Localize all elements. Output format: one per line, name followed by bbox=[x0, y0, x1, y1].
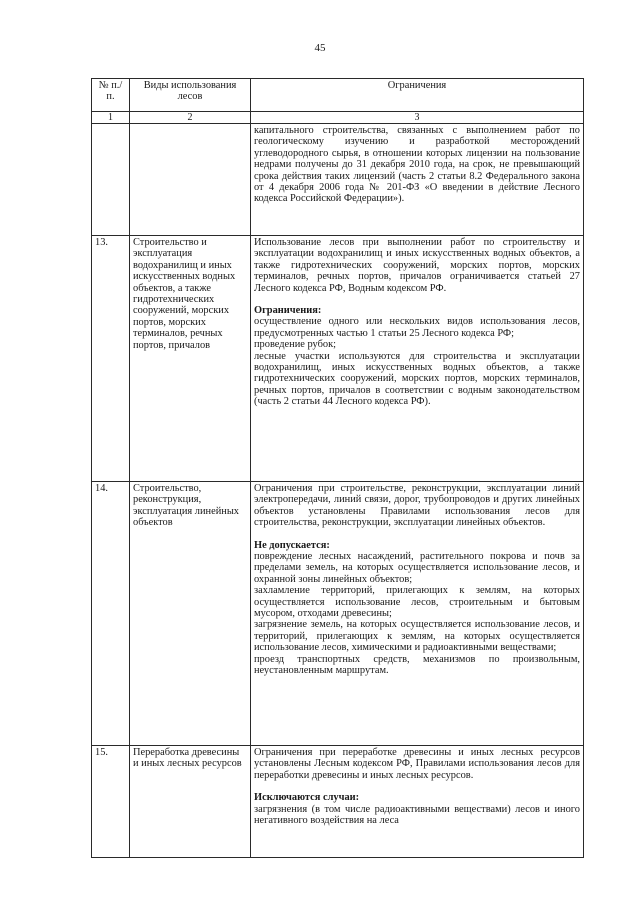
restriction-item: осуществление одного или нескольких видов использования лесов, предусмотренных частью 1 статьи 25 Лесного кодекса РФ; bbox=[254, 316, 580, 339]
table-row bbox=[92, 746, 584, 858]
restriction-subheading: Не допускается: bbox=[254, 539, 330, 551]
row-kind: Строительство, реконструкция, эксплуатация линейных объектов bbox=[130, 482, 251, 746]
row-restrictions bbox=[251, 124, 584, 236]
row-restrictions bbox=[251, 746, 584, 858]
table-row bbox=[92, 482, 584, 746]
restriction-paragraph: капитального строительства, связанных с выполнением работ по геологическому изучению и разработкой месторождений углеводородного сырья, в отношении которых лицензии на пользование недрами получены до 31 декабря 2010 года, на срок, не превышающий срока действия таких лицензий (часть 2 статьи 8.2 Федерального закона от 4 декабря 2006 года № 201-ФЗ «О введении в действие Лесного кодекса Российской Федерации»). bbox=[254, 125, 580, 205]
column-number-2: 2 bbox=[130, 112, 251, 124]
row-number: 13. bbox=[92, 236, 130, 482]
row-kind: Строительство и эксплуатация водохранилищ и иных искусственных водных объектов, а также гидротехнических сооружений, морских портов, морских терминалов, речных портов, причалов bbox=[130, 236, 251, 482]
column-number-3: 3 bbox=[251, 112, 584, 124]
row-kind: Переработка древесины и иных лесных ресурсов bbox=[130, 746, 251, 858]
restriction-item: проезд транспортных средств, механизмов по произвольным, неустановленным маршрутам. bbox=[254, 653, 580, 677]
row-restrictions bbox=[251, 236, 584, 482]
page-number: 45 bbox=[314, 42, 326, 54]
restriction-item: повреждение лесных насаждений, растительного покрова и почв за пределами земель, на которых осуществляется использование лесов, и охранной зоны линейных объектов; bbox=[254, 551, 580, 585]
restriction-subheading: Исключаются случаи: bbox=[254, 792, 360, 804]
column-number-1: 1 bbox=[92, 112, 130, 124]
header-number: № п./п. bbox=[92, 79, 130, 112]
restriction-intro: Ограничения при строительстве, реконструкции, эксплуатации линий электропередачи, линий связи, дорог, трубопроводов и других линейных объектов установлены Правилами использования лесов для строительства, реконструкции, эксплуатации линейных объектов. bbox=[254, 483, 580, 529]
header-kinds: Виды использования лесов bbox=[130, 79, 251, 112]
column-number-row bbox=[92, 112, 584, 124]
restrictions-table bbox=[91, 78, 584, 858]
row-number: 15. bbox=[92, 746, 130, 858]
row-number: 14. bbox=[92, 482, 130, 746]
restriction-item: лесные участки используются для строительства и эксплуатации водохранилищ, иных искусственных водных объектов, а также гидротехнических сооружений, морских портов, морских терминалов, речных портов, причалов в соответствии с водным законодательством (часть 2 статьи 44 Лесного кодекса РФ). bbox=[254, 350, 580, 408]
table-row bbox=[92, 124, 584, 236]
table-row bbox=[92, 236, 584, 482]
restriction-intro: Использование лесов при выполнении работ по строительству и эксплуатации водохранилищ и иных искусственных водных объектов, а также гидротехнических сооружений, морских портов, морских терминалов, речных портов, причалов ограничивается статьей 27 Лесного кодекса РФ, Водным кодексом РФ. bbox=[254, 237, 580, 294]
restriction-item: загрязнения (в том числе радиоактивными веществами) лесов и иного негативного воздействия на леса bbox=[254, 803, 580, 827]
restriction-item: проведение рубок; bbox=[254, 339, 337, 351]
header-restrictions: Ограничения bbox=[251, 79, 584, 112]
restriction-item: захламление территорий, прилегающих к землям, на которых осуществляется использование лесов, строительным и бытовым мусором, отходами древесины; bbox=[254, 585, 580, 620]
restriction-subheading: Ограничения: bbox=[254, 305, 322, 317]
restriction-item: загрязнение земель, на которых осуществляется использование лесов, и территорий, прилегающих к землям, на которых осуществляется использование лесов, химическими и радиоактивными веществами; bbox=[254, 619, 580, 654]
restriction-intro: Ограничения при переработке древесины и иных лесных ресурсов установлены Лесным кодексом РФ, Правилами использования лесов для переработки древесины и иных лесных ресурсов. bbox=[254, 747, 580, 781]
row-restrictions bbox=[251, 482, 584, 746]
row-number bbox=[92, 124, 130, 236]
table-header-row bbox=[92, 79, 584, 112]
row-kind bbox=[130, 124, 251, 236]
